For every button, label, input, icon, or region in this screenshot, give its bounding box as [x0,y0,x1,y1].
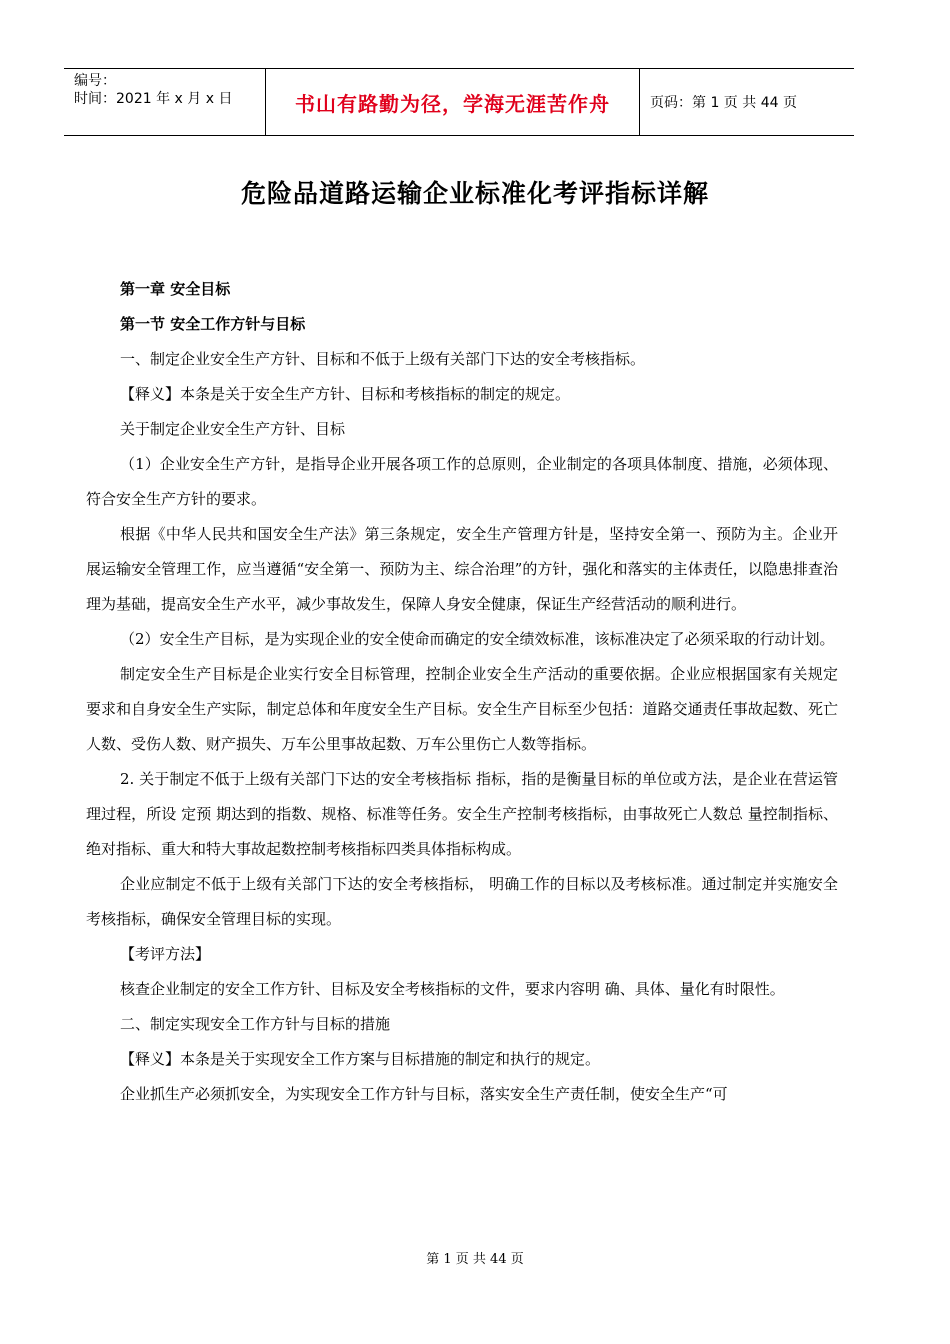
paragraph: 2. 关于制定不低于上级有关部门下达的安全考核指标 指标，指的是衡量目标的单位或方法，是企业在营运管理过程，所设 定预 期达到的指数、规格、标准等任务。安全生产控制考核指标，由事故死亡人数总 量控制指标、绝对指标、重大和特大事故起数控制考核指标四类具体指标构成。 [86,770,838,858]
header-page-count: 页码：第 1 页 共 44 页 [650,95,797,111]
paragraph: 关于制定企业安全生产方针、目标 [120,420,346,438]
section-heading: 第一节 安全工作方针与目标 [120,315,306,333]
paragraph: 企业抓生产必须抓安全，为实现安全工作方针与目标，落实安全生产责任制，使安全生产“可 [120,1085,728,1103]
time-label: 时间：2021 年 x 月 x 日 [74,91,233,107]
paragraph: 【释义】本条是关于安全生产方针、目标和考核指标的制定的规定。 [120,385,571,403]
chapter-heading: 第一章 安全目标 [120,280,231,298]
number-label: 编号： [74,73,116,89]
paragraph: （1）企业安全生产方针，是指导企业开展各项工作的总原则，企业制定的各项具体制度、措施，必须体现、符合安全生产方针的要求。 [86,455,838,508]
header-motto: 书山有路勤为径，学海无涯苦作舟 [266,69,640,135]
paragraph: 【释义】本条是关于实现安全工作方案与目标措施的制定和执行的规定。 [120,1050,601,1068]
page-header [64,68,854,136]
paragraph: 企业应制定不低于上级有关部门下达的安全考核指标， 明确工作的目标以及考核标准。通过制定并实施安全考核指标，确保安全管理目标的实现。 [86,875,838,928]
paragraph: 制定安全生产目标是企业实行安全目标管理，控制企业安全生产活动的重要依据。企业应根据国家有关规定要求和自身安全生产实际，制定总体和年度安全生产目标。安全生产目标至少包括：道路交通责任事故起数、死亡人数、受伤人数、财产损失、万车公里事故起数、万车公里伤亡人数等指标。 [86,665,838,753]
document-title: 危险品道路运输企业标准化考评指标详解 [240,179,709,208]
document-body [86,272,838,1112]
header-meta [64,69,266,135]
page-footer: 第 1 页 共 44 页 [426,1252,524,1267]
paragraph: 核查企业制定的安全工作方针、目标及安全考核指标的文件，要求内容明 确、具体、量化有时限性。 [120,980,785,998]
paragraph: 一、制定企业安全生产方针、目标和不低于上级有关部门下达的安全考核指标。 [120,350,646,368]
paragraph: （2）安全生产目标，是为实现企业的安全使命而确定的安全绩效标准，该标准决定了必须采取的行动计划。 [120,630,835,648]
paragraph: 根据《中华人民共和国安全生产法》第三条规定，安全生产管理方针是，坚持安全第一、预防为主。企业开展运输安全管理工作，应当遵循“安全第一、预防为主、综合治理”的方针，强化和落实的主体责任，以隐患排查治理为基础，提高安全生产水平，减少事故发生，保障人身安全健康，保证生产经营活动的顺利进行。 [86,525,838,613]
paragraph: 【考评方法】 [120,945,211,963]
paragraph: 二、制定实现安全工作方针与目标的措施 [120,1015,391,1033]
